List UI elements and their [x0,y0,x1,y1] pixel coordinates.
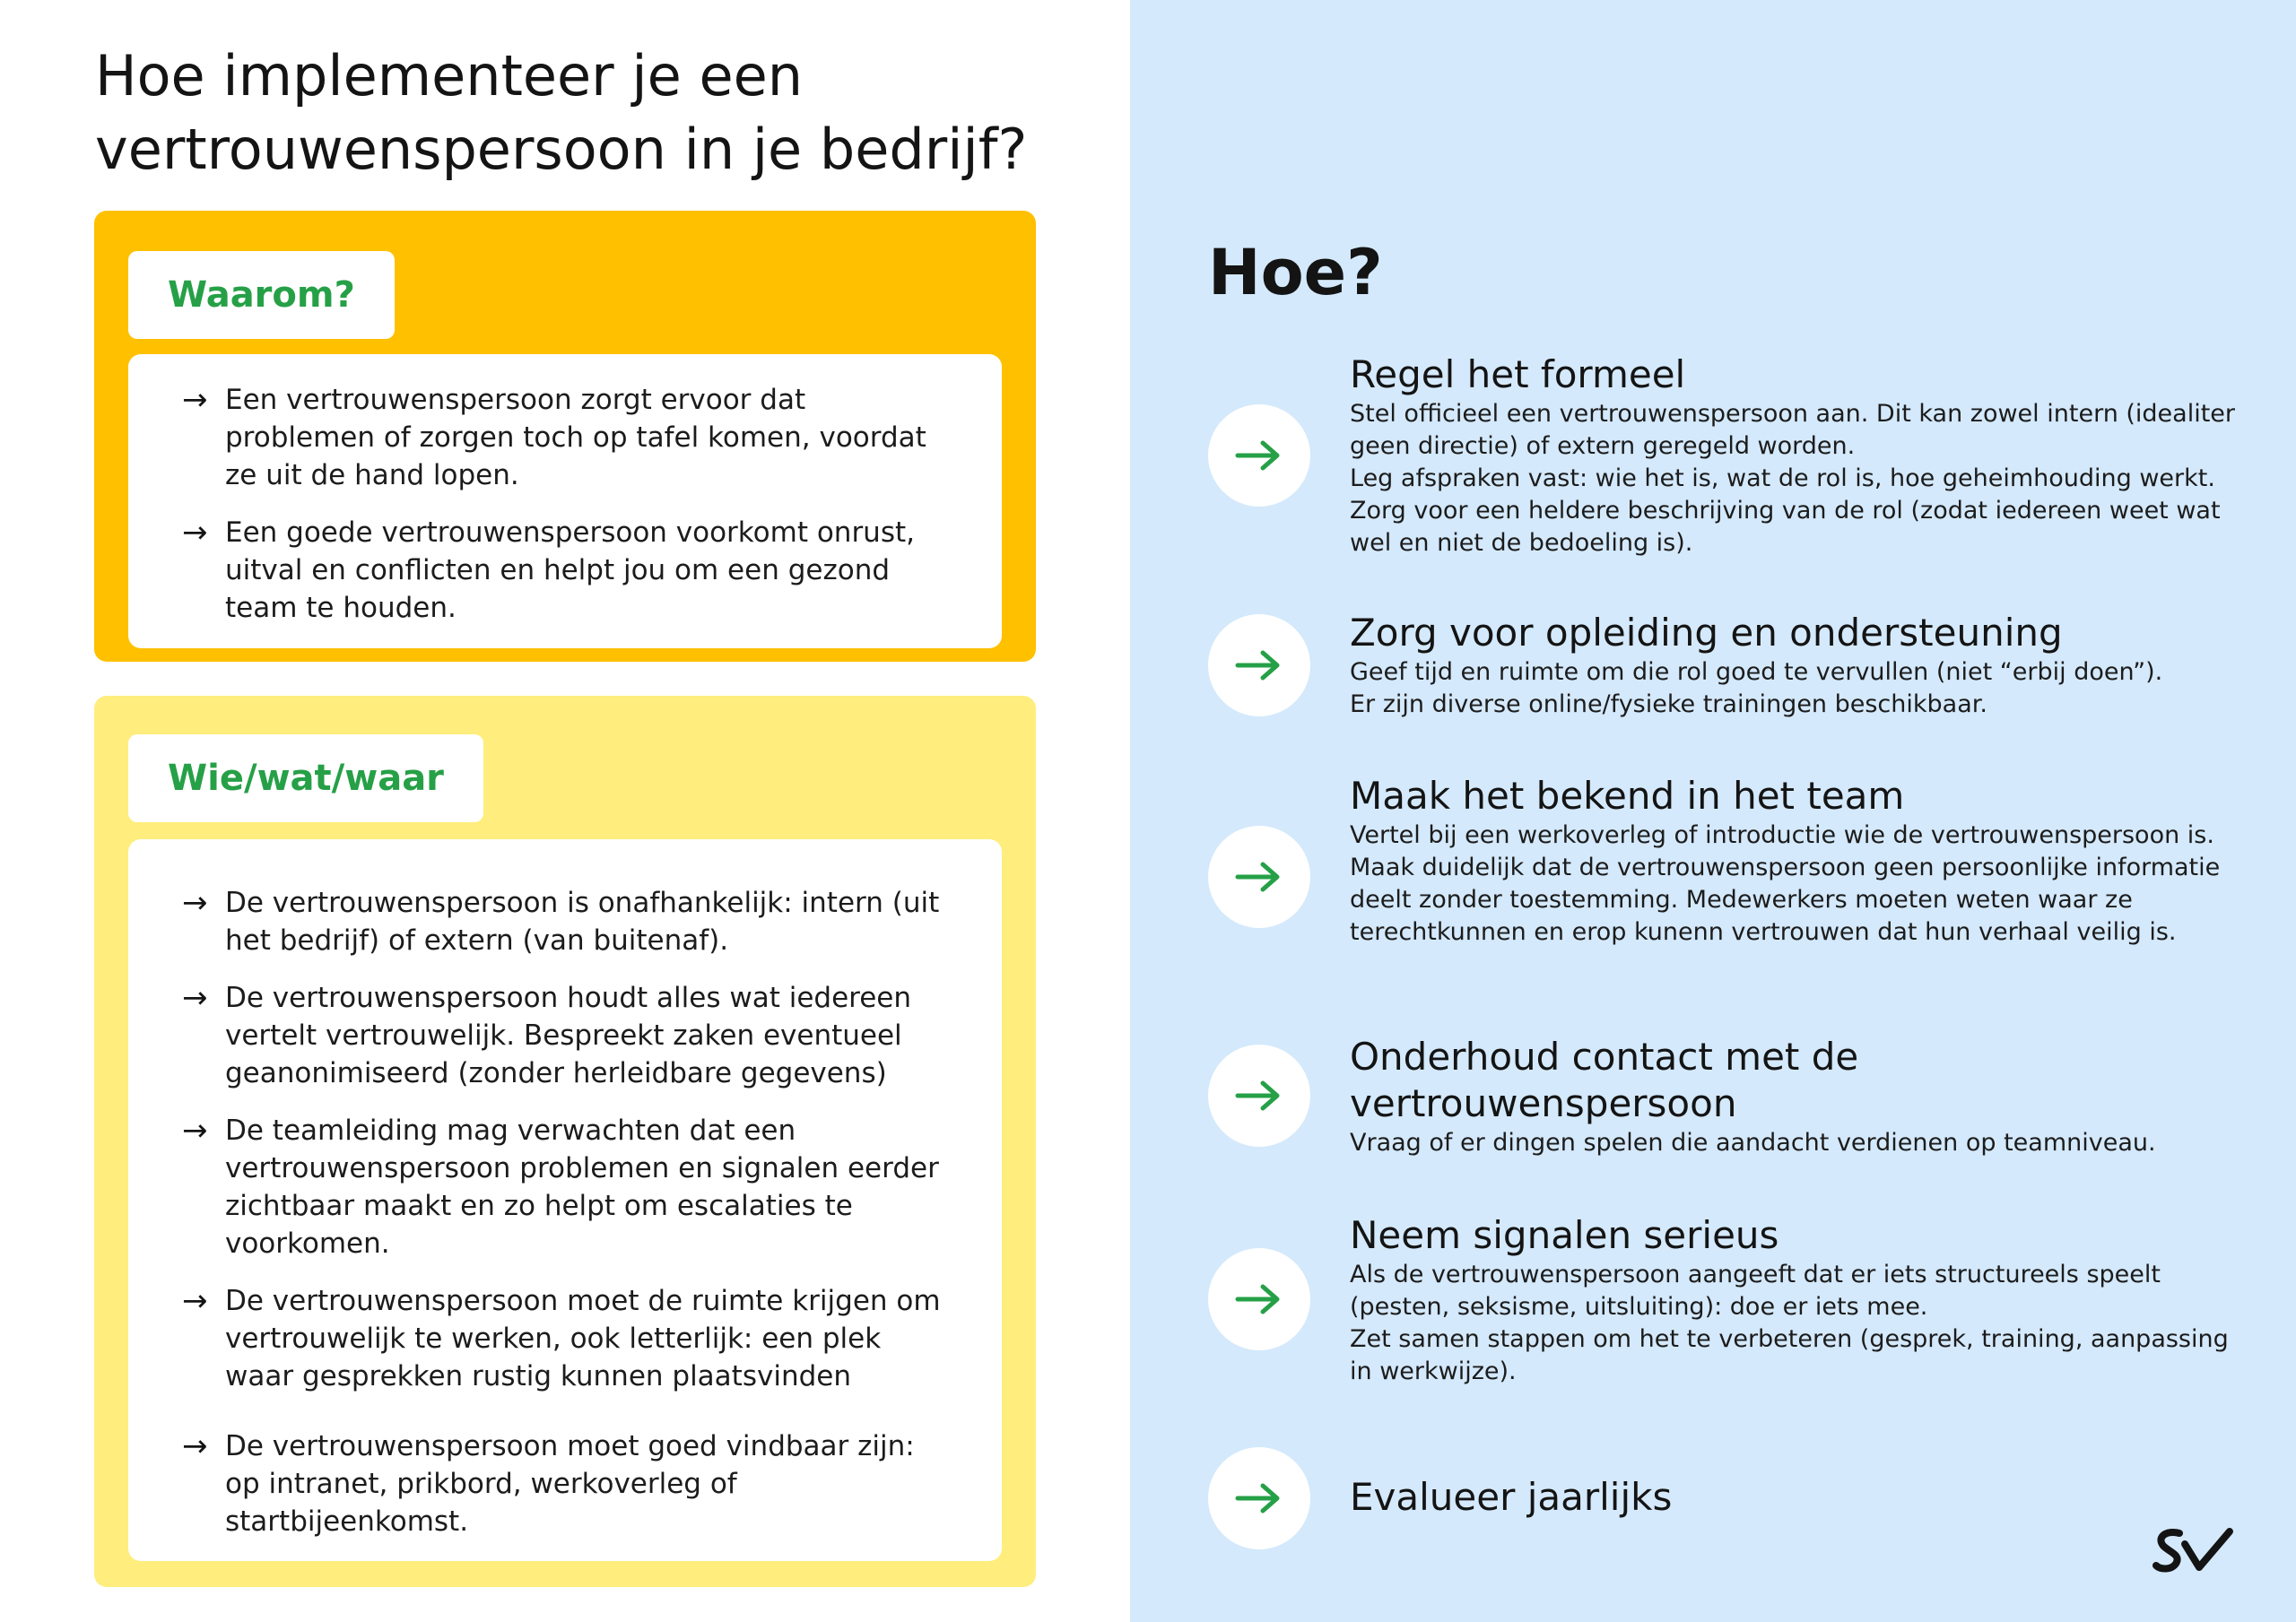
step-arrow-circle [1208,1248,1310,1350]
arrow-right-icon: → [182,515,208,551]
step-description: Zet samen stappen om het te verbeteren (gesprek, training, aanpassing in werkwijze). [1350,1325,2229,1385]
arrow-right-icon: → [182,1283,208,1319]
step-content [1350,1127,2247,1159]
step-description: Geef tijd en ruimte om die rol goed te vervullen (niet “erbij doen”). [1350,658,2163,686]
step-arrow-circle [1208,1045,1310,1147]
step-arrow-circle [1208,826,1310,928]
step-description: Stel officieel een vertrouwenspersoon aan. Dit kan zowel intern (idealiter geen directie) of extern geregeld worden. [1350,400,2236,460]
page-title: Hoe implementeer je een vertrouwenspersoon in je bedrijf? [95,43,1028,182]
step-content [1350,351,2247,559]
green-arrow-right-icon [1234,859,1284,895]
green-arrow-right-icon [1234,647,1284,683]
list-item [182,979,957,1092]
step-bekend-maken [1208,773,2239,988]
wie-wat-waar-label: Wie/wat/waar [128,734,483,822]
list-item [182,1282,957,1395]
step-description: Vertel bij een werkoverleg of introductie wie de vertrouwenspersoon is. Maak duidelijk dat de vertrouwenspersoon geen persoonlijke informatie deelt zonder toestemming. Medewerkers moeten weten waar ze terechtkunnen en erop kunenn vertrouwen dat hun verhaal veilig is. [1350,821,2221,946]
step-regel-formeel [1208,351,2239,567]
bullet-text: De vertrouwenspersoon moet goed vindbaar zijn: op intranet, prikbord, werkoverleg of startbijeenkomst. [225,1430,915,1538]
arrow-right-icon: → [182,1428,208,1464]
step-title: Maak het bekend in het team [1350,774,1905,818]
step-content [1350,610,2247,721]
green-arrow-right-icon [1234,1281,1284,1317]
step-description: Leg afspraken vast: wie het is, wat de rol is, hoe geheimhouding werkt. Zorg voor een heldere beschrijving van de rol (zodat iedereen weet wat wel en niet de bedoeling is). [1350,464,2221,557]
arrow-right-icon: → [182,382,208,418]
step-signalen [1208,1212,2239,1392]
bullet-text: De vertrouwenspersoon is onafhankelijk: intern (uit het bedrijf) of extern (van buitenaf). [225,887,940,957]
step-description: Als de vertrouwenspersoon aangeeft dat er iets structureels speelt (pesten, seksisme, uitsluiting): doe er iets mee. [1350,1261,2161,1321]
step-content [1350,1212,2247,1388]
green-arrow-right-icon [1234,1480,1284,1516]
step-content [1350,1034,1924,1127]
step-content [1350,773,2247,949]
step-arrow-circle [1208,1447,1310,1549]
step-opleiding [1208,610,2239,726]
step-title: Evalueer jaarlijks [1350,1475,1673,1519]
step-evalueer [1208,1447,2239,1551]
step-description: Er zijn diverse online/fysieke trainingen beschikbaar. [1350,690,1987,718]
list-item [182,1112,957,1262]
bullet-text: De teamleiding mag verwachten dat een vertrouwenspersoon problemen en signalen eerder zichtbaar maakt en zo helpt om escalaties te voorkomen. [225,1115,939,1260]
left-column [0,0,1130,1622]
bullet-text: De vertrouwenspersoon houdt alles wat iedereen vertelt vertrouwelijk. Bespreekt zaken eventueel geanonimiseerd (zonder herleidbare gegevens) [225,982,911,1089]
step-description: Vraag of er dingen spelen die aandacht verdienen op teamniveau. [1350,1129,2156,1157]
step-arrow-circle [1208,614,1310,716]
bullet-text: Een goede vertrouwenspersoon voorkomt onrust, uitval en conflicten en helpt jou om een gezond team te houden. [225,516,915,624]
step-contact [1208,1034,2239,1168]
green-arrow-right-icon [1234,1078,1284,1114]
waarom-panel [94,211,1036,662]
arrow-right-icon: → [182,980,208,1016]
list-item [182,1427,957,1540]
step-content [1350,1474,2247,1521]
wie-wat-waar-panel [94,696,1036,1587]
waarom-label: Waarom? [128,251,395,339]
hoe-title: Hoe? [1208,236,1383,309]
list-item [182,514,957,627]
arrow-right-icon: → [182,885,208,921]
bullet-text: De vertrouwenspersoon moet de ruimte krijgen om vertrouwelijk te werken, ook letterlijk: een plek waar gesprekken rustig kunnen plaatsvinden [225,1285,941,1392]
green-arrow-right-icon [1234,438,1284,473]
step-title: Onderhoud contact met de vertrouwenspersoon [1350,1035,1859,1125]
step-title: Regel het formeel [1350,352,1686,396]
step-arrow-circle [1208,404,1310,507]
waarom-card [128,354,1002,648]
bullet-text: Een vertrouwenspersoon zorgt ervoor dat problemen of zorgen toch op tafel komen, voordat ze uit de hand lopen. [225,384,926,491]
wie-wat-waar-card [128,839,1002,1561]
list-item [182,884,957,959]
step-title: Neem signalen serieus [1350,1213,1779,1257]
list-item [182,381,957,494]
step-title: Zorg voor opleiding en ondersteuning [1350,611,2063,655]
sv-logo-icon [2152,1524,2235,1576]
arrow-right-icon: → [182,1113,208,1149]
